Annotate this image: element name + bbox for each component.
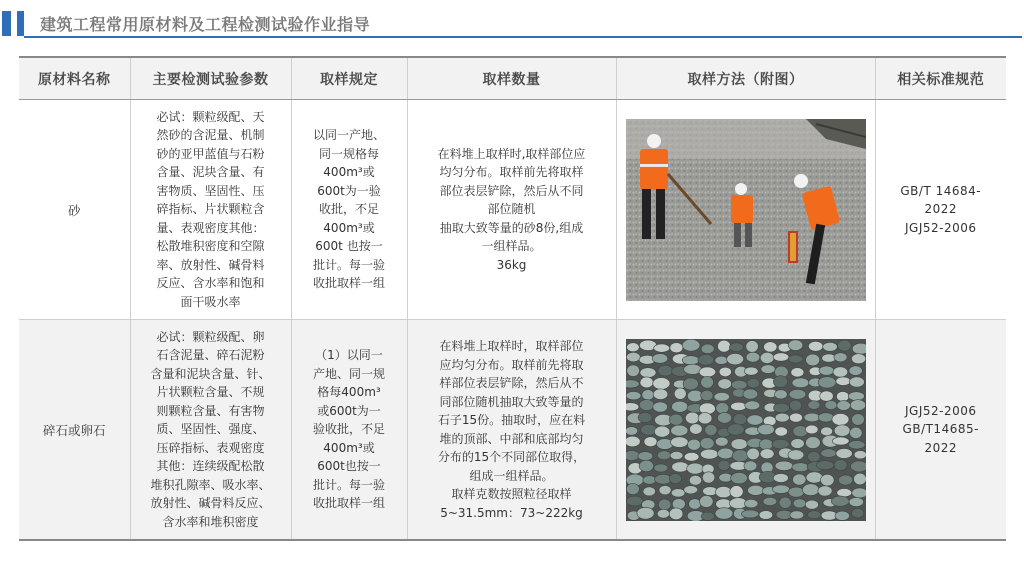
sampling-photo-cell: [616, 100, 875, 320]
text-line: 批计。每一验: [312, 257, 385, 272]
sampling-rule-cell: [291, 320, 407, 541]
pebble: [714, 392, 730, 401]
pebble: [853, 473, 865, 485]
material-name: 砂: [19, 100, 130, 320]
pebble: [730, 472, 747, 483]
text-line: 片状颗粒含量、不规: [156, 385, 265, 400]
material-name: 碎石或卵石: [19, 320, 130, 541]
pebble: [790, 367, 803, 376]
pebble: [689, 423, 702, 434]
text-line: 400m³或: [323, 440, 375, 455]
text-line: 样部位表层铲除，然后从不: [439, 376, 584, 390]
pebble: [686, 463, 703, 474]
pebble: [701, 512, 714, 520]
sampling-quantity: [408, 337, 616, 522]
pebble: [659, 485, 671, 494]
pebble: [682, 339, 700, 351]
pebble: [850, 460, 865, 471]
pebble: [731, 380, 747, 389]
pebble: [626, 426, 638, 434]
pebble: [682, 355, 699, 364]
pebble: [639, 376, 652, 387]
text-line: 率、放射性、碱骨料: [156, 257, 265, 272]
column-header-sampling-quantity: 取样数量: [407, 57, 616, 100]
pebble: [849, 427, 861, 438]
title-underline: [24, 36, 1022, 38]
pebble: [639, 399, 654, 410]
pebble: [835, 448, 851, 458]
text-line: 堆的顶部、中部和底部均匀: [439, 431, 584, 446]
pebble: [824, 400, 836, 409]
pebble: [836, 400, 850, 410]
pebble: [639, 367, 655, 377]
pebble: [741, 509, 758, 517]
pebble: [719, 367, 731, 376]
pebble: [700, 390, 712, 401]
standards-cell: [875, 100, 1006, 320]
pebble: [834, 459, 847, 470]
pebble: [854, 450, 866, 458]
text-line: 400m³或: [323, 220, 375, 235]
text-line: 产地、同一规: [312, 366, 385, 381]
pebble: [656, 438, 673, 449]
pebble: [818, 365, 833, 374]
pebble: [700, 449, 718, 459]
pebble: [652, 401, 667, 411]
pebble: [688, 498, 700, 509]
pebble: [671, 401, 687, 412]
pebble: [702, 471, 714, 482]
pebble: [657, 365, 672, 376]
pebble: [849, 376, 864, 386]
sampling-rule: [292, 346, 407, 513]
pebble: [773, 375, 787, 387]
text-line: 取样克数按照粒径取样: [451, 487, 572, 501]
pebble: [699, 495, 713, 507]
pebble: [851, 508, 863, 518]
text-line: JGJ52-2006: [904, 403, 977, 418]
standards: [876, 182, 1007, 238]
pebble: [849, 497, 864, 506]
sampling-rule: [292, 126, 407, 293]
pebble: [820, 448, 836, 457]
pebble: [834, 424, 850, 435]
pebble: [717, 460, 729, 470]
pebble: [774, 426, 787, 435]
pebble: [775, 413, 789, 422]
title-accent-bar: [2, 11, 11, 36]
pebble: [851, 413, 864, 425]
text-line: 面干吸水率: [180, 294, 241, 309]
pebble: [818, 412, 834, 421]
standards-cell: [875, 320, 1006, 541]
text-line: 质、坚固性、强度、: [156, 422, 265, 437]
pebble: [746, 414, 762, 424]
pebble: [746, 448, 759, 459]
text-line: 抽取大致等量的砂8份,组成: [439, 220, 584, 235]
pebble: [643, 436, 656, 446]
pebble: [669, 473, 681, 483]
text-line: 部位随机: [487, 202, 536, 217]
pebble: [805, 500, 818, 509]
text-line: 则颗粒含量、有害物: [156, 403, 265, 418]
pebble: [742, 388, 757, 398]
text-line: 必试：颗粒级配、卵: [156, 329, 265, 344]
pebble: [729, 485, 742, 497]
pebble: [626, 391, 641, 399]
pebble: [793, 498, 806, 507]
pebble: [689, 475, 701, 485]
text-line: （1）以同一: [315, 348, 383, 363]
pebble: [802, 483, 819, 495]
pebble: [836, 391, 849, 401]
pebble: [848, 365, 861, 375]
pebble: [669, 414, 683, 425]
pebble: [848, 391, 864, 400]
text-line: 36kg: [496, 257, 527, 272]
text-line: 600t为一验: [317, 183, 381, 198]
pebble: [773, 473, 788, 482]
pebble: [760, 364, 774, 373]
text-line: 压碎指标、表观密度: [156, 440, 265, 455]
pebble: [669, 342, 682, 352]
pebble: [787, 449, 803, 459]
pebble: [832, 366, 847, 376]
pebble: [684, 452, 699, 461]
sampling-rule-cell: [291, 100, 407, 320]
pebble: [807, 451, 820, 462]
pebble: [808, 341, 823, 351]
text-line: 含水率和堆积密度: [162, 514, 259, 529]
pebble: [729, 342, 743, 351]
pebble: [775, 461, 793, 470]
pebble: [730, 402, 746, 410]
pebble: [818, 376, 836, 387]
text-line: 一组样品。: [481, 239, 542, 254]
pebble: [774, 389, 787, 398]
title-accent-bar-secondary: [17, 11, 24, 36]
text-line: 放射性、碱骨料反应、: [150, 496, 271, 511]
pebble: [715, 437, 728, 446]
text-line: 应均匀分布。取样前先将取: [439, 357, 584, 372]
pebble: [803, 413, 819, 422]
text-line: 以同一产地、: [312, 128, 385, 143]
pebble: [807, 510, 821, 518]
sand-sampling-photo: [626, 119, 866, 301]
text-line: 400m³或: [323, 165, 375, 180]
text-line: 格每400m³: [317, 385, 381, 400]
text-line: 600t也按一: [317, 459, 381, 474]
pebble: [836, 488, 851, 496]
pebble: [837, 339, 851, 350]
text-line: 碎指标、片状颗粒含: [156, 202, 265, 217]
text-line: 石子15份。抽取时，应在料: [437, 413, 586, 427]
text-line: 然砂的含泥量、机制: [156, 128, 265, 143]
column-header-standards: 相关标准规范: [875, 57, 1006, 100]
pebble: [822, 342, 837, 351]
text-line: GB/T14685-: [902, 422, 979, 437]
text-line: 石含泥量、碎石泥粉: [156, 348, 265, 363]
pebble: [805, 354, 819, 366]
pebble: [653, 463, 667, 471]
pebble: [746, 378, 759, 388]
pebble: [819, 390, 833, 400]
pebble: [671, 461, 688, 471]
pebble: [639, 460, 654, 472]
text-line: 收批取样一组: [312, 276, 385, 291]
pebble: [789, 413, 802, 422]
pebble: [788, 354, 802, 362]
text-line: 害物质、坚固性、压: [156, 183, 265, 198]
column-header-sampling-rule: 取样规定: [291, 57, 407, 100]
pebble: [717, 378, 731, 388]
pebble: [760, 448, 774, 458]
pebble: [759, 438, 773, 449]
pebble: [788, 487, 804, 497]
pebble: [670, 451, 683, 459]
pebble: [715, 507, 733, 518]
text-line: 含量和泥块含量、针、: [150, 366, 271, 381]
text-line: 在料堆上取样时，取样部位: [439, 339, 584, 353]
text-line: 堆积孔隙率、吸水率、: [150, 477, 271, 492]
pebble: [760, 352, 774, 363]
text-line: 同一规格每: [318, 146, 379, 161]
pebble: [773, 352, 789, 360]
text-line: 收批，不足: [318, 202, 379, 217]
page-title: 建筑工程常用原材料及工程检测试验作业指导: [40, 15, 371, 34]
column-header-sampling-method: 取样方法（附图）: [616, 57, 875, 100]
pebble: [637, 451, 652, 460]
pebble: [747, 485, 763, 495]
pebble: [626, 436, 640, 447]
pebble: [726, 353, 743, 364]
pebble: [852, 343, 866, 354]
text-line: 2022: [924, 202, 958, 217]
pebble: [697, 354, 713, 365]
pebble: [820, 426, 832, 435]
text-line: 砂的亚甲蓝值与石粉: [156, 146, 265, 161]
pebble: [789, 400, 801, 411]
pebble: [805, 425, 818, 434]
sampling-quantity-cell: [407, 100, 616, 320]
pebble: [652, 353, 668, 363]
pebble: [851, 353, 865, 363]
text-line: 含量、泥块含量、有: [156, 165, 265, 180]
pebble: [636, 507, 653, 519]
pebble: [638, 412, 652, 422]
column-header-test-params: 主要检测试验参数: [130, 57, 291, 100]
pebble: [714, 356, 727, 364]
pebble: [805, 436, 820, 448]
pebble: [715, 486, 731, 497]
test-params-cell: [130, 320, 291, 541]
pebble: [744, 499, 758, 507]
text-line: 其他：连续级配松散: [156, 459, 265, 474]
pebble: [831, 413, 848, 425]
pebble: [671, 488, 685, 496]
text-line: 批计。每一验: [312, 477, 385, 492]
pebble: [790, 438, 804, 448]
pebble: [670, 436, 688, 447]
pebble: [744, 367, 758, 375]
pebble: [773, 403, 789, 413]
pebble: [700, 437, 714, 448]
pebble: [762, 497, 776, 505]
table-header-row: [19, 57, 1006, 100]
pebble: [700, 376, 713, 388]
pebble: [732, 449, 748, 461]
pebble: [763, 341, 776, 351]
pebble: [817, 485, 831, 495]
text-line: 5~31.5mm：73~222kg: [440, 505, 583, 520]
pebble: [626, 379, 639, 387]
sampling-quantity-cell: [407, 320, 616, 541]
pebble: [727, 423, 744, 434]
text-line: 或600t为一: [317, 403, 381, 418]
pebble: [820, 474, 834, 486]
pebble: [715, 402, 728, 413]
pebble: [838, 474, 852, 484]
pebble: [685, 412, 699, 424]
pebble: [791, 462, 808, 471]
pebbles-photo: [626, 339, 866, 521]
pebble: [733, 413, 747, 424]
test-params: [131, 328, 291, 532]
text-line: 松散堆积密度和空隙: [156, 239, 265, 254]
sampling-quantity: [408, 145, 616, 275]
pebble: [698, 412, 712, 423]
text-line: 收批取样一组: [312, 496, 385, 511]
text-line: 2022: [924, 440, 958, 455]
table-row: [19, 100, 1006, 320]
text-line: 在料堆上取样时,取样部位应: [437, 146, 586, 161]
pebble: [731, 438, 747, 449]
pebble: [670, 425, 687, 436]
pebble: [807, 400, 819, 409]
pebble: [626, 352, 640, 361]
text-line: JGJ52-2006: [904, 220, 977, 235]
pebble: [791, 377, 808, 387]
pebble: [834, 511, 849, 520]
pebble: [657, 509, 669, 518]
pebble: [848, 440, 865, 448]
text-line: 600t 也按一: [315, 239, 383, 254]
text-line: 反应、含水率和饱和: [156, 276, 265, 291]
pebble: [789, 510, 803, 518]
pebble: [652, 377, 669, 389]
column-header-material-name: 原材料名称: [19, 57, 130, 100]
pebble: [641, 389, 653, 399]
pebble: [833, 352, 846, 361]
pebble: [657, 450, 670, 459]
pebble: [717, 412, 731, 423]
pebble: [835, 376, 850, 385]
text-line: 部位表层铲除，然后从不同: [439, 183, 584, 198]
pebble: [743, 460, 756, 470]
pebble: [653, 388, 668, 399]
pebble: [653, 343, 669, 351]
pebble: [851, 487, 865, 497]
pebble: [626, 450, 639, 460]
materials-table: [19, 56, 1006, 541]
pebble: [806, 471, 823, 482]
pebble: [850, 399, 865, 410]
text-line: 必试：颗粒级配、天: [156, 109, 265, 124]
pebble: [757, 424, 774, 435]
pebble: [717, 340, 730, 352]
pebble: [683, 485, 697, 493]
text-line: 验收批，不足: [312, 422, 385, 437]
pebble: [792, 473, 805, 484]
text-line: 量、表观密度其他：: [156, 220, 265, 235]
standards: [876, 402, 1007, 458]
text-line: 同部位随机抽取大致等量的: [439, 394, 584, 409]
pebble: [672, 498, 685, 509]
pebble: [626, 364, 639, 376]
text-line: 均匀分布。取样前先将取样: [439, 165, 584, 180]
pebble: [626, 342, 639, 351]
pebble: [772, 484, 789, 493]
pebble: [744, 400, 759, 409]
pebble: [642, 475, 655, 484]
pebble: [704, 424, 716, 435]
pebble: [717, 448, 733, 459]
pebble: [779, 497, 791, 508]
text-line: GB/T 14684-: [900, 183, 982, 198]
pebble: [669, 507, 683, 519]
pebble: [699, 366, 716, 376]
pebble: [746, 352, 760, 362]
pebble: [771, 439, 789, 449]
test-params-cell: [130, 100, 291, 320]
text-line: 组成一组样品。: [469, 468, 554, 483]
pebble: [701, 343, 714, 353]
pebble: [745, 340, 757, 352]
pebble: [831, 496, 849, 506]
pebble: [654, 426, 669, 437]
table-row: [19, 320, 1006, 541]
test-params: [131, 108, 291, 312]
pebble: [816, 460, 834, 469]
pebble: [832, 437, 849, 445]
pebble: [626, 402, 639, 410]
pebble: [788, 339, 802, 350]
pebble: [674, 387, 686, 398]
pebble: [759, 510, 773, 519]
pebble: [687, 439, 700, 450]
sampling-photo-cell: [616, 320, 875, 541]
pebble: [683, 377, 699, 389]
pebble: [789, 389, 806, 399]
pebble: [658, 499, 671, 510]
text-line: 分布的15个不同部位取得，: [437, 450, 586, 464]
pebble: [626, 496, 643, 506]
pebble: [643, 486, 655, 495]
pebble: [626, 483, 639, 494]
